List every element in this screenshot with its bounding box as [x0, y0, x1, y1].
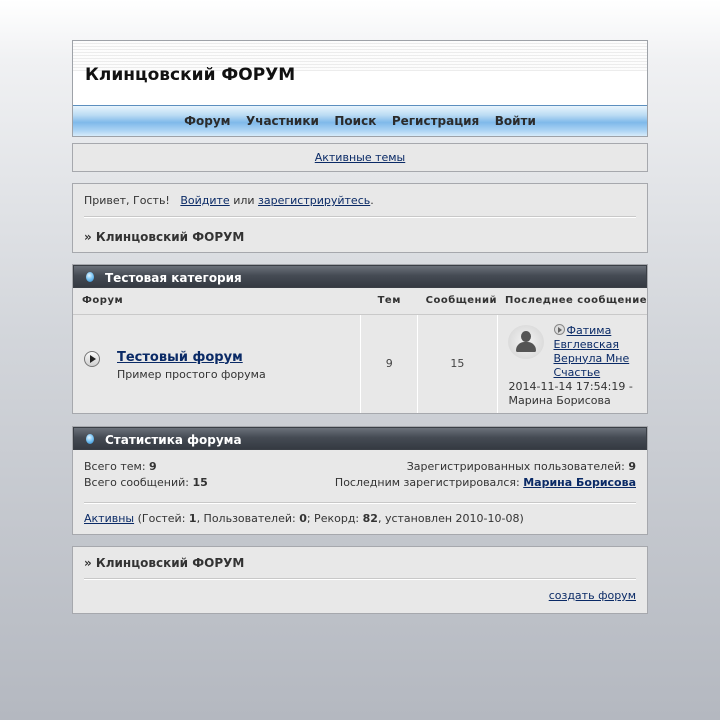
greeting-period: . — [370, 194, 374, 207]
bullet-icon — [86, 434, 94, 444]
stats-title: Статистика форума — [105, 433, 242, 447]
total-posts-label: Всего сообщений: — [84, 476, 193, 489]
stats-panel — [72, 426, 648, 535]
guests-label: (Гостей: — [134, 512, 189, 525]
stats-header — [73, 427, 647, 450]
create-forum-link[interactable]: создать форум — [548, 589, 636, 602]
total-posts — [84, 476, 208, 489]
forum-cell — [73, 314, 361, 413]
breadcrumb[interactable]: » Клинцовский ФОРУМ — [84, 230, 245, 244]
total-posts-value: 15 — [192, 476, 208, 489]
last-post-author: Марина Борисова — [508, 393, 611, 407]
site-header — [72, 40, 648, 137]
create-forum-row — [84, 589, 636, 602]
category-header — [73, 265, 647, 288]
divider — [84, 216, 636, 218]
forum-description: Пример простого форума — [117, 367, 266, 381]
nav-register[interactable]: Регистрация — [391, 114, 480, 128]
footer-breadcrumb[interactable]: » Клинцовский ФОРУМ — [84, 556, 245, 570]
last-registered-label: Последним зарегистрировался: — [334, 476, 524, 489]
site-title: Клинцовский ФОРУМ — [85, 65, 296, 85]
forum-posts-count: 15 — [418, 314, 497, 413]
greeting-text: Привет, Гость! — [84, 194, 170, 207]
avatar[interactable] — [508, 325, 544, 359]
bullet-icon — [86, 272, 94, 282]
record-date: , установлен 2010-10-08) — [377, 512, 524, 525]
last-post-meta — [509, 380, 633, 408]
avatar-head — [521, 331, 531, 342]
column-header-forum: Форум — [73, 288, 361, 314]
registered-users — [407, 460, 636, 473]
nav-members[interactable]: Участники — [245, 114, 319, 128]
users-label: , Пользователей: — [196, 512, 300, 525]
goto-post-icon[interactable] — [554, 324, 565, 335]
column-header-last-post: Последнее сообщение — [497, 288, 647, 314]
category-title[interactable]: Тестовая категория — [105, 271, 242, 285]
stats-body — [73, 450, 647, 534]
greeting-or: или — [229, 194, 259, 207]
forum-table — [73, 288, 647, 413]
greeting-line — [84, 194, 636, 216]
last-registered — [335, 476, 636, 489]
last-post-datetime: 2014-11-14 17:54:19 - — [508, 379, 633, 393]
guests-value: 1 — [188, 512, 197, 525]
column-header-posts: Сообщений — [418, 288, 497, 314]
registered-value: 9 — [628, 460, 636, 473]
divider — [84, 502, 636, 504]
active-topics-bar — [72, 143, 648, 172]
forum-topics-count: 9 — [361, 314, 418, 413]
divider — [84, 578, 636, 580]
online-users — [84, 512, 524, 525]
table-row — [73, 314, 647, 413]
main-navbar — [73, 105, 647, 136]
online-link[interactable]: Активны — [84, 512, 135, 525]
registered-label: Зарегистрированных пользователей: — [406, 460, 629, 473]
forum-name-link[interactable]: Тестовый форум — [117, 349, 243, 365]
total-topics-value: 9 — [149, 460, 157, 473]
column-header-topics: Тем — [361, 288, 418, 314]
users-value: 0 — [299, 512, 307, 525]
record-label: ; Рекорд: — [306, 512, 363, 525]
table-header-row — [73, 288, 647, 314]
login-link[interactable]: Войдите — [180, 194, 230, 207]
last-post-cell — [497, 314, 647, 413]
header-banner — [73, 41, 647, 105]
category-panel — [72, 264, 648, 414]
forum-status-icon — [84, 351, 100, 367]
footer-panel — [72, 546, 648, 614]
nav-forum[interactable]: Форум — [184, 114, 231, 128]
last-registered-link[interactable]: Марина Борисова — [523, 476, 636, 489]
nav-search[interactable]: Поиск — [334, 114, 377, 128]
total-topics — [84, 460, 157, 473]
total-topics-label: Всего тем: — [84, 460, 150, 473]
active-topics-link[interactable]: Активные темы — [314, 151, 406, 164]
greeting-panel — [72, 183, 648, 253]
last-topic-link[interactable]: Фатима Евглевская Вернула Мне Счастье — [553, 323, 630, 379]
register-link[interactable]: зарегистрируйтесь — [258, 194, 371, 207]
record-value: 82 — [362, 512, 378, 525]
avatar-shoulders — [516, 342, 536, 352]
last-topic — [554, 324, 654, 380]
nav-login[interactable]: Войти — [494, 114, 536, 128]
